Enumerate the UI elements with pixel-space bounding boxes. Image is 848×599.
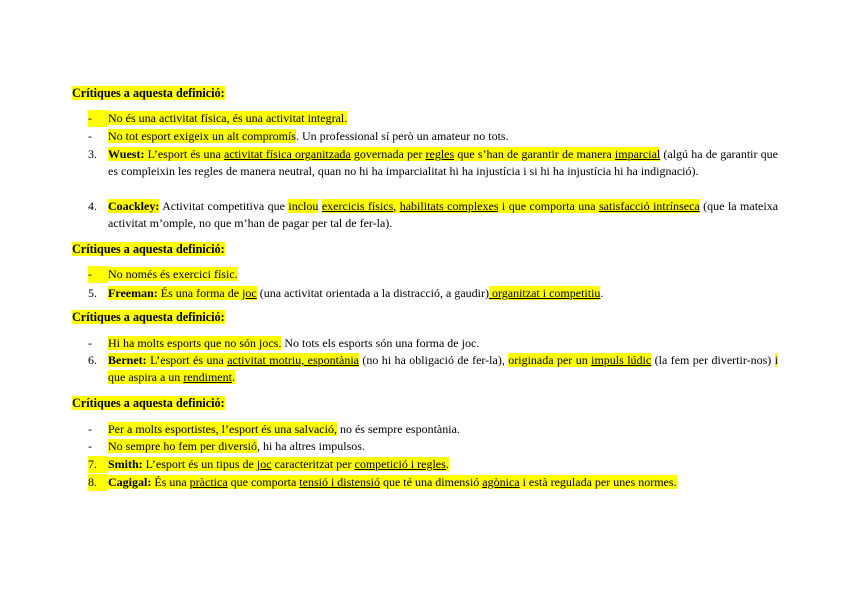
number-marker: 7. bbox=[88, 456, 108, 473]
text-segment: Per a molts esportistes, l’esport és una salvació, bbox=[108, 422, 337, 436]
list-item bbox=[88, 335, 778, 352]
list-item bbox=[88, 438, 778, 455]
number-marker: 8. bbox=[88, 474, 108, 491]
text-segment: És una forma de bbox=[157, 286, 243, 300]
text-segment: L’esport és una bbox=[144, 147, 224, 161]
key-term: agònica bbox=[482, 475, 520, 489]
text-segment: . Un professional sí però un amateur no tots. bbox=[295, 129, 509, 143]
item-text bbox=[108, 146, 778, 179]
author-name: Wuest: bbox=[108, 147, 145, 161]
section-heading-2: Crítiques a aquesta definició: bbox=[72, 242, 225, 256]
text-segment: . bbox=[231, 369, 235, 384]
text-segment: , bbox=[393, 199, 400, 213]
key-term: organitzat i competitiu bbox=[488, 286, 601, 300]
section-heading-1: Crítiques a aquesta definició: bbox=[72, 86, 225, 100]
number-marker: 3. bbox=[88, 147, 97, 161]
numbered-item-bernet bbox=[88, 352, 778, 385]
text-segment: que té una dimensió bbox=[379, 475, 483, 489]
list-item bbox=[88, 421, 778, 438]
text-segment: Activitat competitiva que bbox=[159, 199, 289, 213]
number-marker: 4. bbox=[88, 199, 97, 213]
text-segment: No només és exercici físic. bbox=[108, 267, 238, 281]
author-name: Freeman: bbox=[108, 286, 158, 300]
number-marker: 6. bbox=[88, 353, 97, 367]
item-text bbox=[108, 198, 778, 231]
bullet-marker: - bbox=[88, 422, 92, 436]
text-segment: No sempre ho fem per diversió bbox=[108, 439, 257, 453]
key-term: rendiment bbox=[183, 369, 232, 384]
text-segment: , hi ha altres impulsos. bbox=[256, 439, 365, 453]
author-name: Smith: bbox=[108, 457, 143, 471]
text-segment: originada per un bbox=[508, 353, 592, 367]
text-segment: No tot esport exigeix un alt compromís bbox=[108, 129, 296, 143]
item-text bbox=[108, 335, 778, 352]
bullet-marker: - bbox=[88, 336, 92, 350]
author-name: Cagigal: bbox=[108, 475, 152, 489]
key-term: imparcial bbox=[614, 147, 661, 161]
numbered-item-coackley bbox=[88, 198, 778, 231]
number-marker: 5. bbox=[88, 286, 97, 300]
key-term: activitat física organitzada bbox=[224, 147, 351, 161]
key-term: joc bbox=[256, 457, 272, 471]
text-segment: governada per bbox=[350, 147, 426, 161]
numbered-item-wuest bbox=[88, 146, 778, 179]
list-item bbox=[88, 266, 778, 283]
item-text bbox=[108, 438, 778, 455]
list-item bbox=[88, 128, 778, 145]
text-segment: (la fem per divertir-nos) bbox=[651, 353, 775, 367]
key-term: joc bbox=[242, 286, 257, 300]
key-term: satisfacció intrínseca bbox=[599, 199, 700, 213]
key-term: tensió i distensió bbox=[299, 475, 380, 489]
numbered-item-smith bbox=[88, 456, 778, 473]
text-segment: (una activitat orientada a la distracció, a gaudir) bbox=[256, 286, 489, 300]
text-segment: (no hi ha obligació de fer-la), bbox=[358, 353, 509, 367]
numbered-item-freeman bbox=[88, 285, 778, 302]
item-text bbox=[108, 421, 778, 438]
section-heading-3: Crítiques a aquesta definició: bbox=[72, 310, 225, 324]
text-segment: i està regulada per unes normes. bbox=[519, 475, 677, 489]
key-term: activitat motriu, espontània bbox=[227, 353, 359, 367]
text-segment: No tots els esports són una forma de joc. bbox=[281, 336, 480, 350]
key-term: impuls lúdic bbox=[591, 353, 652, 367]
text-segment: L’esport és una bbox=[146, 353, 228, 367]
text-segment: (algú ha de garantir que es compleixin les regles de manera neutral, quan no hi ha imparcialitat hi ha injustícia i si hi ha injustícia hi ha indignació). bbox=[108, 147, 779, 178]
text-segment: . bbox=[445, 457, 449, 471]
key-term: pràctica bbox=[189, 475, 228, 489]
text-segment: Hi ha molts esports que no són jocs. bbox=[108, 336, 282, 350]
key-term: exercicis físics bbox=[321, 199, 394, 213]
section-heading-4: Crítiques a aquesta definició: bbox=[72, 396, 225, 410]
text-segment: És una bbox=[151, 475, 190, 489]
key-term: regles bbox=[425, 147, 455, 161]
bullet-marker: - bbox=[88, 129, 92, 143]
list-item bbox=[88, 110, 778, 127]
text-segment: no és sempre espontània. bbox=[336, 422, 460, 436]
item-text bbox=[108, 110, 778, 127]
bullet-marker: - bbox=[88, 110, 108, 127]
text-segment: i que aspira a un bbox=[108, 353, 779, 384]
text-segment: . bbox=[600, 286, 604, 300]
item-text bbox=[108, 474, 778, 491]
item-text bbox=[108, 128, 778, 145]
key-term: habilitats complexes bbox=[399, 199, 499, 213]
author-name: Coackley: bbox=[108, 199, 160, 213]
text-segment: L’esport és un tipus de bbox=[142, 457, 257, 471]
numbered-item-cagigal bbox=[88, 474, 778, 491]
item-text bbox=[108, 266, 778, 283]
item-text bbox=[108, 352, 778, 385]
text-segment: (que la mateixa activitat m’omple, no que m’han de pagar per tal de fer-la). bbox=[108, 199, 779, 230]
item-text bbox=[108, 456, 778, 473]
bullet-marker: - bbox=[88, 266, 108, 283]
text-segment: que s’han de garantir de manera bbox=[454, 147, 615, 161]
item-text bbox=[108, 285, 778, 302]
text-segment: que comporta bbox=[227, 475, 300, 489]
text-segment: No és una activitat física, és una activitat integral. bbox=[108, 111, 348, 125]
key-term: competició i regles bbox=[354, 457, 446, 471]
text-segment: inclou bbox=[288, 199, 319, 213]
author-name: Bernet: bbox=[108, 353, 147, 367]
bullet-marker: - bbox=[88, 439, 92, 453]
text-segment: i que comporta una bbox=[498, 199, 599, 213]
text-segment: caracteritzat per bbox=[271, 457, 355, 471]
